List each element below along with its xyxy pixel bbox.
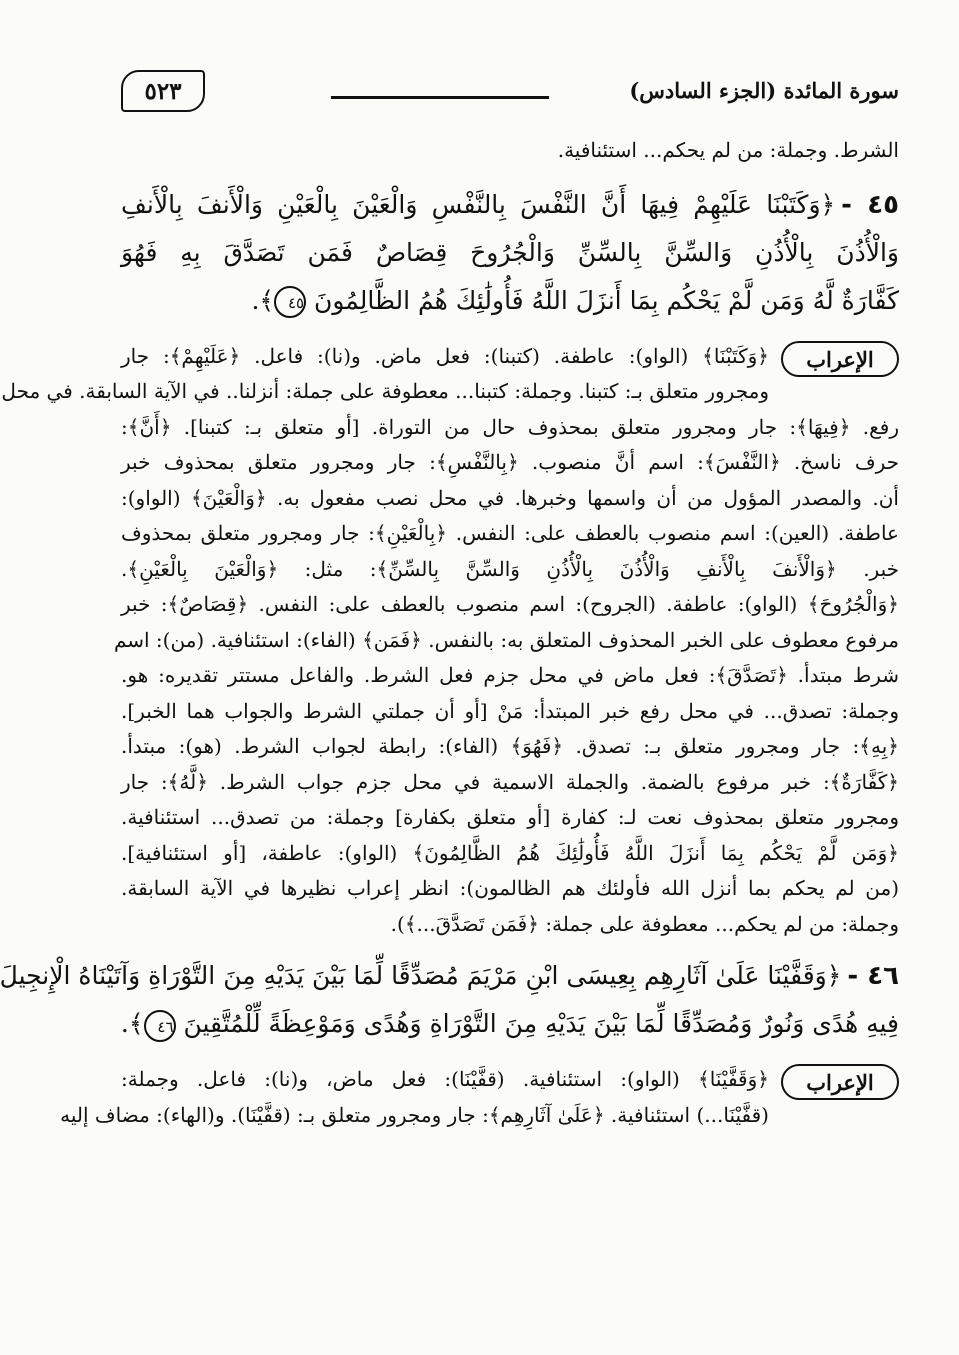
verse-line: وَالْأُذُنَ بِالْأُذُنِ وَالسِّنَّ بِالسِّنِّ وَالْجُرُوحَ قِصَاصٌ فَمَن تَصَدَّقَ بِهِ فَهُوَ [121,237,899,267]
irab-line: مرفوع معطوف على الخبر المحذوف المتعلق به: بالنفس. ﴿فَمَن﴾ (الفاء): استئنافية. (من): اسم [113,627,899,652]
running-header [121,70,899,110]
verse-number: ٤٥ - [841,189,900,220]
header-rule [331,96,549,99]
page-number: ٥٢٣ [121,70,205,112]
irab-line: ومجرور متعلق بمحذوف نعت لـ: كفارة [أو متعلق بكفارة] وجملة: من تصدق... استئنافية. [121,805,899,829]
irab-line: شرط مبتدأ. ﴿تَصَدَّقَ﴾: فعل ماض في محل جزم فعل الشرط. والفاعل مستتر تقديره: هو. [121,663,899,687]
running-title: سورة المائدة (الجزء السادس) [629,78,899,103]
verse-closing: ﴾. [120,1009,144,1038]
irab-section-2 [60,1062,899,1133]
irab-line: وجملة: تصدق... في محل رفع خبر المبتدأ: مَنْ [أو أن جملتي الشرط والجواب هما الخبر]. [121,698,899,723]
irab-badge: الإعراب [781,341,899,377]
page-body [0,133,900,1133]
irab-line: عاطفة. (العين): اسم منصوب بالعطف على: النفس. ﴿بِالْعَيْنِ﴾: جار ومجرور متعلق بمحذوف [121,521,899,545]
irab-line: وجملة: من لم يحكم... معطوفة على جملة: ﴿فَمَن تَصَدَّقَ...﴾). [390,911,899,936]
verse-line [0,952,899,1000]
verse-line [121,277,899,325]
verse-45 [121,181,899,325]
verse-text: ﴿وَكَتَبْنَا عَلَيْهِمْ فِيهَا أَنَّ النَّفْسَ بِالنَّفْسِ وَالْعَيْنَ بِالْعَيْنِ وَالْأَنفَ بِالْأَنفِ [121,189,836,219]
irab-line: خبر. ﴿وَالْأَنفَ بِالْأَنفِ وَالْأُذُنَ بِالْأُذُنِ وَالسِّنَّ بِالسِّنِّ﴾: مثل: ﴿وَالْعَيْنَ بِالْعَيْنِ﴾. [121,556,899,581]
verse-text: فِيهِ هُدًى وَنُورٌ وَمُصَدِّقًا لِّمَا بَيْنَ يَدَيْهِ مِنَ التَّوْرَاةِ وَهُدًى وَمَوْعِظَةً لِّلْمُتَّقِينَ [183,1009,899,1038]
verse-text: ﴿وَقَفَّيْنَا عَلَىٰ آثَارِهِم بِعِيسَى ابْنِ مَرْيَمَ مُصَدِّقًا لِّمَا بَيْنَ يَدَيْهِ مِنَ التَّوْرَاةِ وَآتَيْنَاهُ الْإِنجِيلَ [0,961,842,990]
verse-text: كَفَّارَةٌ لَّهُ وَمَن لَّمْ يَحْكُم بِمَا أَنزَلَ اللَّهُ فَأُولَٰئِكَ هُمُ الظَّالِمُونَ [314,285,899,315]
intro-line: الشرط. وجملة: من لم يحكم... استئنافية. [557,138,899,162]
verse-46 [0,952,899,1048]
verse-line [121,181,899,229]
ayah-number-marker: ٤٥ [274,286,306,318]
irab-line: ﴿وَمَن لَّمْ يَحْكُم بِمَا أَنزَلَ اللَّهُ فَأُولَٰئِكَ هُمُ الظَّالِمُونَ﴾ (الواو): عاطفة، [أو استئنافية]. [121,840,899,865]
irab-line: ﴿وَقَفَّيْنَا﴾ (الواو): استئنافية. (قفَّيْنَا): فعل ماض، و(نا): فاعل. وجملة: [121,1067,769,1091]
irab-section-1 [1,339,899,943]
irab-line: ﴿بِهِ﴾: جار ومجرور متعلق بـ: تصدق. ﴿فَهُوَ﴾ (الفاء): رابطة لجواب الشرط. (هو): مبتدأ. [121,734,899,758]
irab-line: أن. والمصدر المؤول من أن واسمها وخبرها. في محل نصب مفعول به. ﴿وَالْعَيْنَ﴾ (الواو): [121,485,899,510]
verse-number: ٤٦ - [847,961,899,991]
verse-line [121,1000,899,1048]
irab-line: ﴿وَالْجُرُوحَ﴾ (الواو): عاطفة. (الجروح): اسم منصوب بالعطف على: النفس. ﴿قِصَاصٌ﴾: خبر [121,592,899,616]
verse-closing: ﴾. [251,285,275,315]
irab-line: رفع. ﴿فِيهَا﴾: جار ومجرور متعلق بمحذوف حال من التوراة. [أو متعلق بـ: كتبنا]. ﴿أَنَّ﴾: [121,414,899,439]
irab-line: (قفَّيْنَا...) استئنافية. ﴿عَلَىٰ آثَارِهِم﴾: جار ومجرور متعلق بـ: (قفَّيْنَا). و(الهاء): مضاف إليه [60,1102,769,1127]
irab-line: ومجرور متعلق بـ: كتبنا. وجملة: كتبنا... معطوفة على جملة: أنزلنا.. في الآية السابقة. في محل [1,379,769,403]
irab-line: (من لم يحكم بما أنزل الله فأولئك هم الظالمون): انظر إعراب نظيرها في الآية السابقة. [121,876,899,900]
irab-line: ﴿وَكَتَبْنَا﴾ (الواو): عاطفة. (كتبنا): فعل ماض. و(نا): فاعل. ﴿عَلَيْهِمْ﴾: جار [121,343,769,368]
ayah-number-marker: ٤٦ [144,1010,176,1042]
irab-line: ﴿كَفَّارَةٌ﴾: خبر مرفوع بالضمة. والجملة الاسمية في محل جزم جواب الشرط. ﴿لَّهُ﴾: جار [121,769,899,794]
irab-badge: الإعراب [781,1064,899,1100]
irab-line: حرف ناسخ. ﴿النَّفْسَ﴾: اسم أنَّ منصوب. ﴿بِالنَّفْسِ﴾: جار ومجرور متعلق بمحذوف خبر [121,450,899,474]
